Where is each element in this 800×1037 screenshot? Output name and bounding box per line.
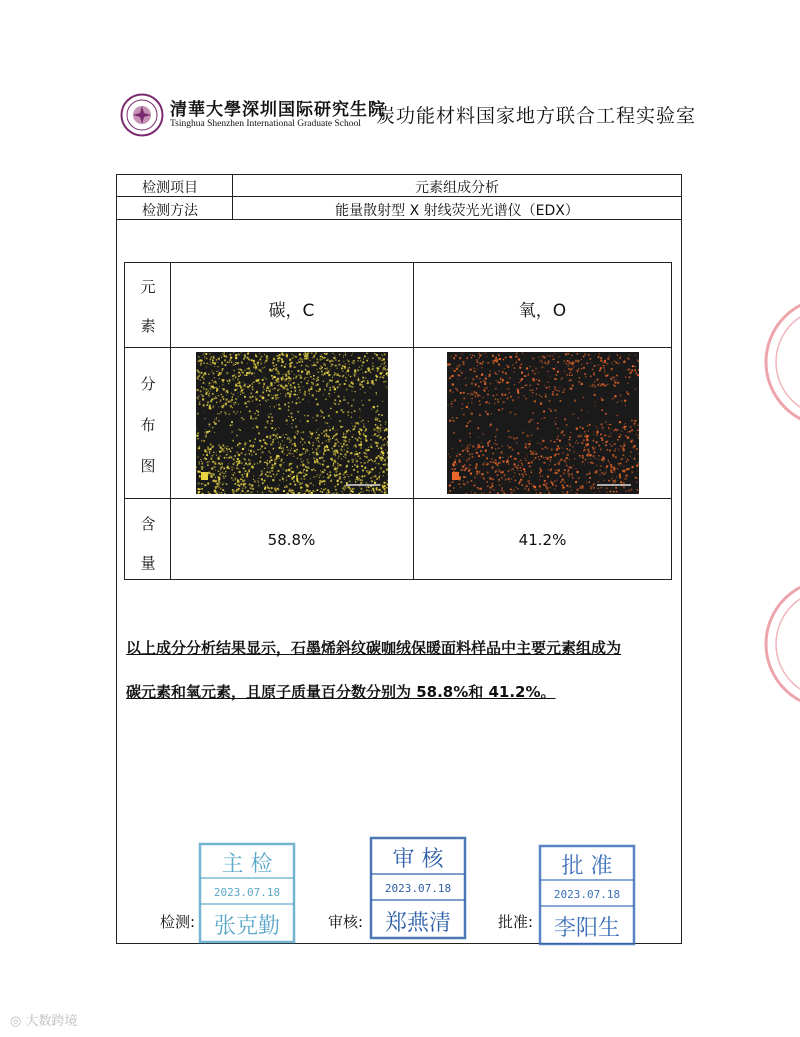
side-seal-icon xyxy=(760,292,800,432)
inspector-stamp xyxy=(198,842,296,944)
test-label: 检测: xyxy=(160,913,196,931)
row-header-char: 元 xyxy=(140,278,156,296)
item-label: 检测项目 xyxy=(142,180,198,196)
stamp-date: 2023.07.18 xyxy=(553,888,621,901)
oxygen-map-image xyxy=(447,352,639,494)
stamp-title: 审 核 xyxy=(392,847,444,872)
university-logo-icon xyxy=(120,93,164,137)
oxygen-distribution-map xyxy=(447,352,639,494)
page-header xyxy=(120,93,700,139)
university-name-en: Tsinghua Shenzhen International Graduate School xyxy=(170,119,361,129)
watermark-text: 大数跨境 xyxy=(25,1014,78,1029)
row-header-char: 图 xyxy=(140,457,156,475)
row-header-char: 含 xyxy=(140,515,156,533)
row-divider xyxy=(124,347,672,348)
stamp-name: 郑燕清 xyxy=(384,911,452,936)
method-label: 检测方法 xyxy=(142,203,198,219)
carbon-map-image xyxy=(196,352,388,494)
stamp-date: 2023.07.18 xyxy=(213,886,281,899)
stamp-title: 批 准 xyxy=(561,854,613,879)
stamp-title: 主 检 xyxy=(221,852,273,877)
element-name-oxygen: 氧，O xyxy=(518,301,567,321)
approve-label: 批准: xyxy=(498,913,534,931)
carbon-distribution-map xyxy=(196,352,388,494)
watermark xyxy=(10,1010,78,1029)
lab-name: 炭功能材料国家地方联合工程实验室 xyxy=(376,105,697,127)
oxygen-content: 41.2% xyxy=(518,531,567,549)
carbon-content: 58.8% xyxy=(267,531,316,549)
element-name-carbon: 碳，C xyxy=(268,301,315,321)
row-header-char: 素 xyxy=(140,317,156,335)
row-header-char: 分 xyxy=(140,375,156,393)
review-label: 审核: xyxy=(328,913,364,931)
row-divider xyxy=(124,498,672,499)
conclusion-line-1: 以上成分分析结果显示，石墨烯斜纹碳咖绒保暖面料样品中主要元素组成为 xyxy=(126,639,622,657)
row-header-char: 量 xyxy=(140,554,156,572)
method-value: 能量散射型 X 射线荧光光谱仪（EDX） xyxy=(335,203,579,219)
row-header-char: 布 xyxy=(140,416,156,434)
university-name-cn: 清華大學深圳国际研究生院 xyxy=(170,100,386,120)
side-seal-icon xyxy=(760,574,800,714)
stamp-name: 李阳生 xyxy=(553,916,621,941)
reviewer-stamp xyxy=(369,836,467,940)
approver-stamp xyxy=(538,844,636,946)
watermark-icon: ◎ xyxy=(10,1014,22,1029)
stamp-name: 张克勤 xyxy=(213,914,281,939)
item-value: 元素组成分析 xyxy=(415,180,499,196)
conclusion-line-2: 碳元素和氧元素，且原子质量百分数分别为 58.8%和 41.2%。 xyxy=(126,683,556,701)
stamp-date: 2023.07.18 xyxy=(384,882,452,895)
